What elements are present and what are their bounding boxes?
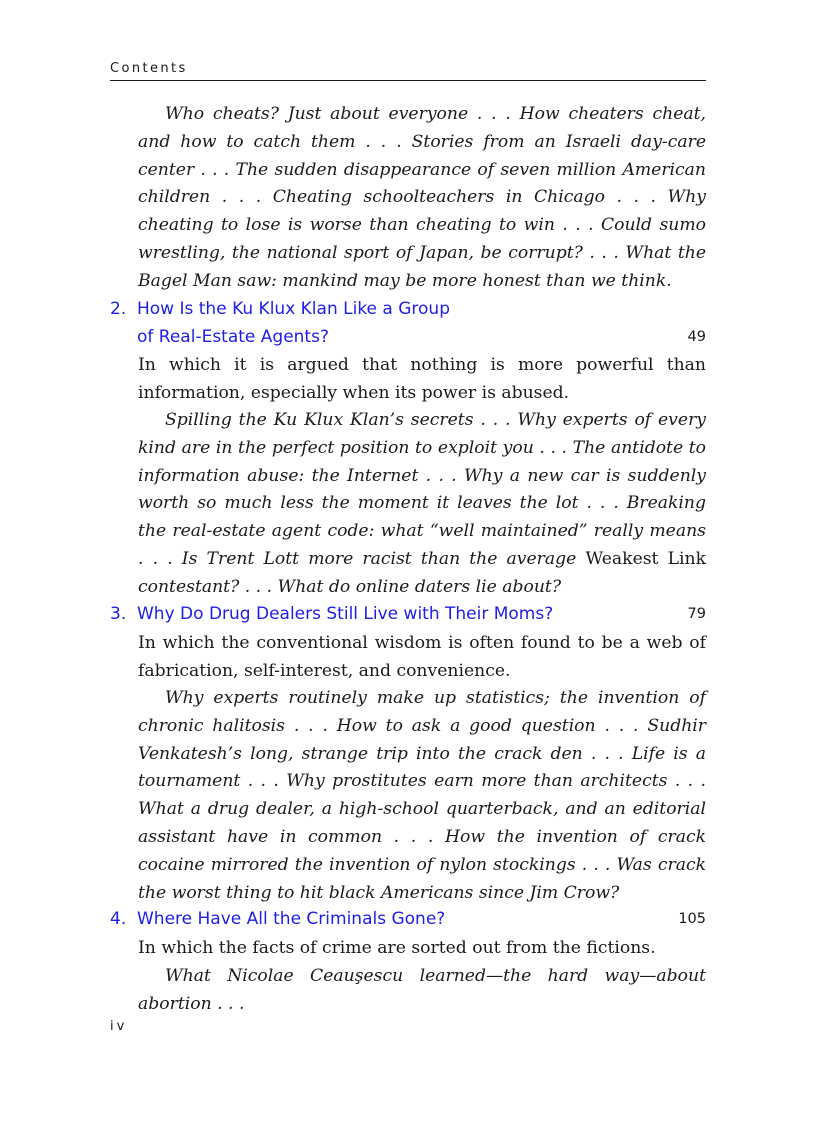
chapter-1-teaser: Who cheats? Just about everyone . . . How cheaters cheat, and how to catch them . . . Stories from an Israeli day-care center . . . The sudden disappearance of seven million American children . . . Cheating schoolteachers in Chicago . . . Why cheating to lose is worse than cheating to win . . . Could sumo wrestling, the national sport of Japan, be corrupt? . . . What the Bagel Man saw: mankind may be more honest than we think. — [138, 104, 706, 291]
chapter-4-title[interactable]: Where Have All the Criminals Gone? — [137, 909, 446, 929]
chapter-2-teaser-part1: Spilling the Ku Klux Klan’s secrets . . . Why experts of every kind are in the perfect position to exploit you . . . The antidote to information abuse: the Internet . . . Why a new car is suddenly worth so much less the moment it leaves the lot . . . Breaking the real-estate agent code: what “well maintained” really means . . . Is Trent Lott more racist than the average — [138, 410, 706, 569]
chapter-3-title[interactable]: Why Do Drug Dealers Still Live with Their Moms? — [137, 604, 554, 624]
chapter-2-title-line1[interactable]: How Is the Ku Klux Klan Like a Group — [137, 299, 450, 319]
chapter-4-heading[interactable] — [110, 906, 706, 934]
chapter-2-number: 2. — [110, 299, 127, 319]
chapter-2-heading[interactable] — [110, 296, 706, 352]
chapter-3-page-number: 79 — [687, 606, 706, 622]
chapter-2-teaser — [138, 407, 706, 602]
chapter-2-summary: In which it is argued that nothing is more powerful than information, especially when its power is abused. — [138, 355, 706, 403]
chapter-4-page-number: 105 — [678, 911, 706, 927]
chapter-4-summary: In which the facts of crime are sorted out from the fictions. — [138, 938, 656, 958]
chapter-4-number: 4. — [110, 909, 127, 929]
chapter-3-number: 3. — [110, 604, 127, 624]
chapter-2-teaser-show-title: Weakest Link — [585, 548, 706, 569]
running-head: Contents — [110, 61, 188, 76]
chapter-2-page-number: 49 — [687, 329, 706, 345]
chapter-3-teaser: Why experts routinely make up statistics; the invention of chronic halitosis . . . How to ask a good question . . . Sudhir Venkatesh’s long, strange trip into the crack den . . . Life is a tournament . . . Why prostitutes earn more than architects . . . What a drug dealer, a high-school quarterback, and an editorial assistant have in common . . . How the invention of crack cocaine mirrored the invention of nylon stockings . . . Was crack the worst thing to hit black Americans since Jim Crow? — [138, 688, 706, 903]
header-rule — [110, 80, 706, 81]
chapter-2-title-line2[interactable]: of Real-Estate Agents? — [137, 326, 329, 347]
page-folio: iv — [110, 1019, 128, 1034]
chapter-2-teaser-part2: contestant? . . . What do online daters lie about? — [138, 576, 562, 597]
chapter-4-teaser: What Nicolae Ceauşescu learned—the hard way—about abortion . . . — [138, 966, 706, 1014]
chapter-3-heading[interactable] — [110, 601, 706, 629]
chapter-3-summary: In which the conventional wisdom is often found to be a web of fabrication, self-interest, and convenience. — [138, 633, 706, 681]
